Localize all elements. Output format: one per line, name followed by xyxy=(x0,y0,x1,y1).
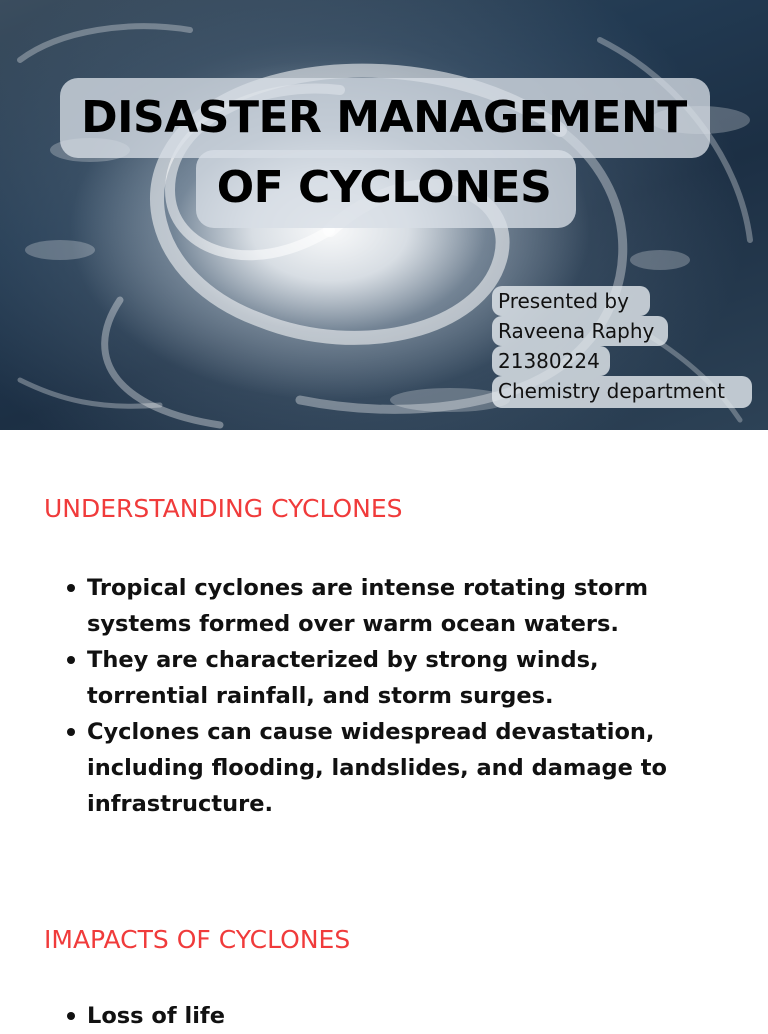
list-item: Tropical cyclones are intense rotating storm systems formed over warm ocean waters. xyxy=(64,570,724,642)
slide-title-line-1: DISASTER MANAGEMENT xyxy=(81,92,687,143)
presenter-department: Chemistry department xyxy=(498,379,725,403)
presenter-id: 21380224 xyxy=(498,349,600,373)
list-item: Loss of life xyxy=(64,998,724,1034)
section-heading-understanding: UNDERSTANDING CYCLONES xyxy=(44,494,403,523)
bullet-list-impacts xyxy=(64,998,724,1034)
presenter-label: Presented by xyxy=(498,289,629,313)
list-item: Cyclones can cause widespread devastation, including flooding, landslides, and damage to infrastructure. xyxy=(64,714,724,822)
list-item: They are characterized by strong winds, torrential rainfall, and storm surges. xyxy=(64,642,724,714)
slide-title-line-2: OF CYCLONES xyxy=(216,162,552,213)
section-heading-impacts: IMAPACTS OF CYCLONES xyxy=(44,925,351,954)
cyclone-satellite-image xyxy=(0,0,768,430)
bullet-list-understanding xyxy=(64,570,724,822)
presenter-name: Raveena Raphy xyxy=(498,319,655,343)
